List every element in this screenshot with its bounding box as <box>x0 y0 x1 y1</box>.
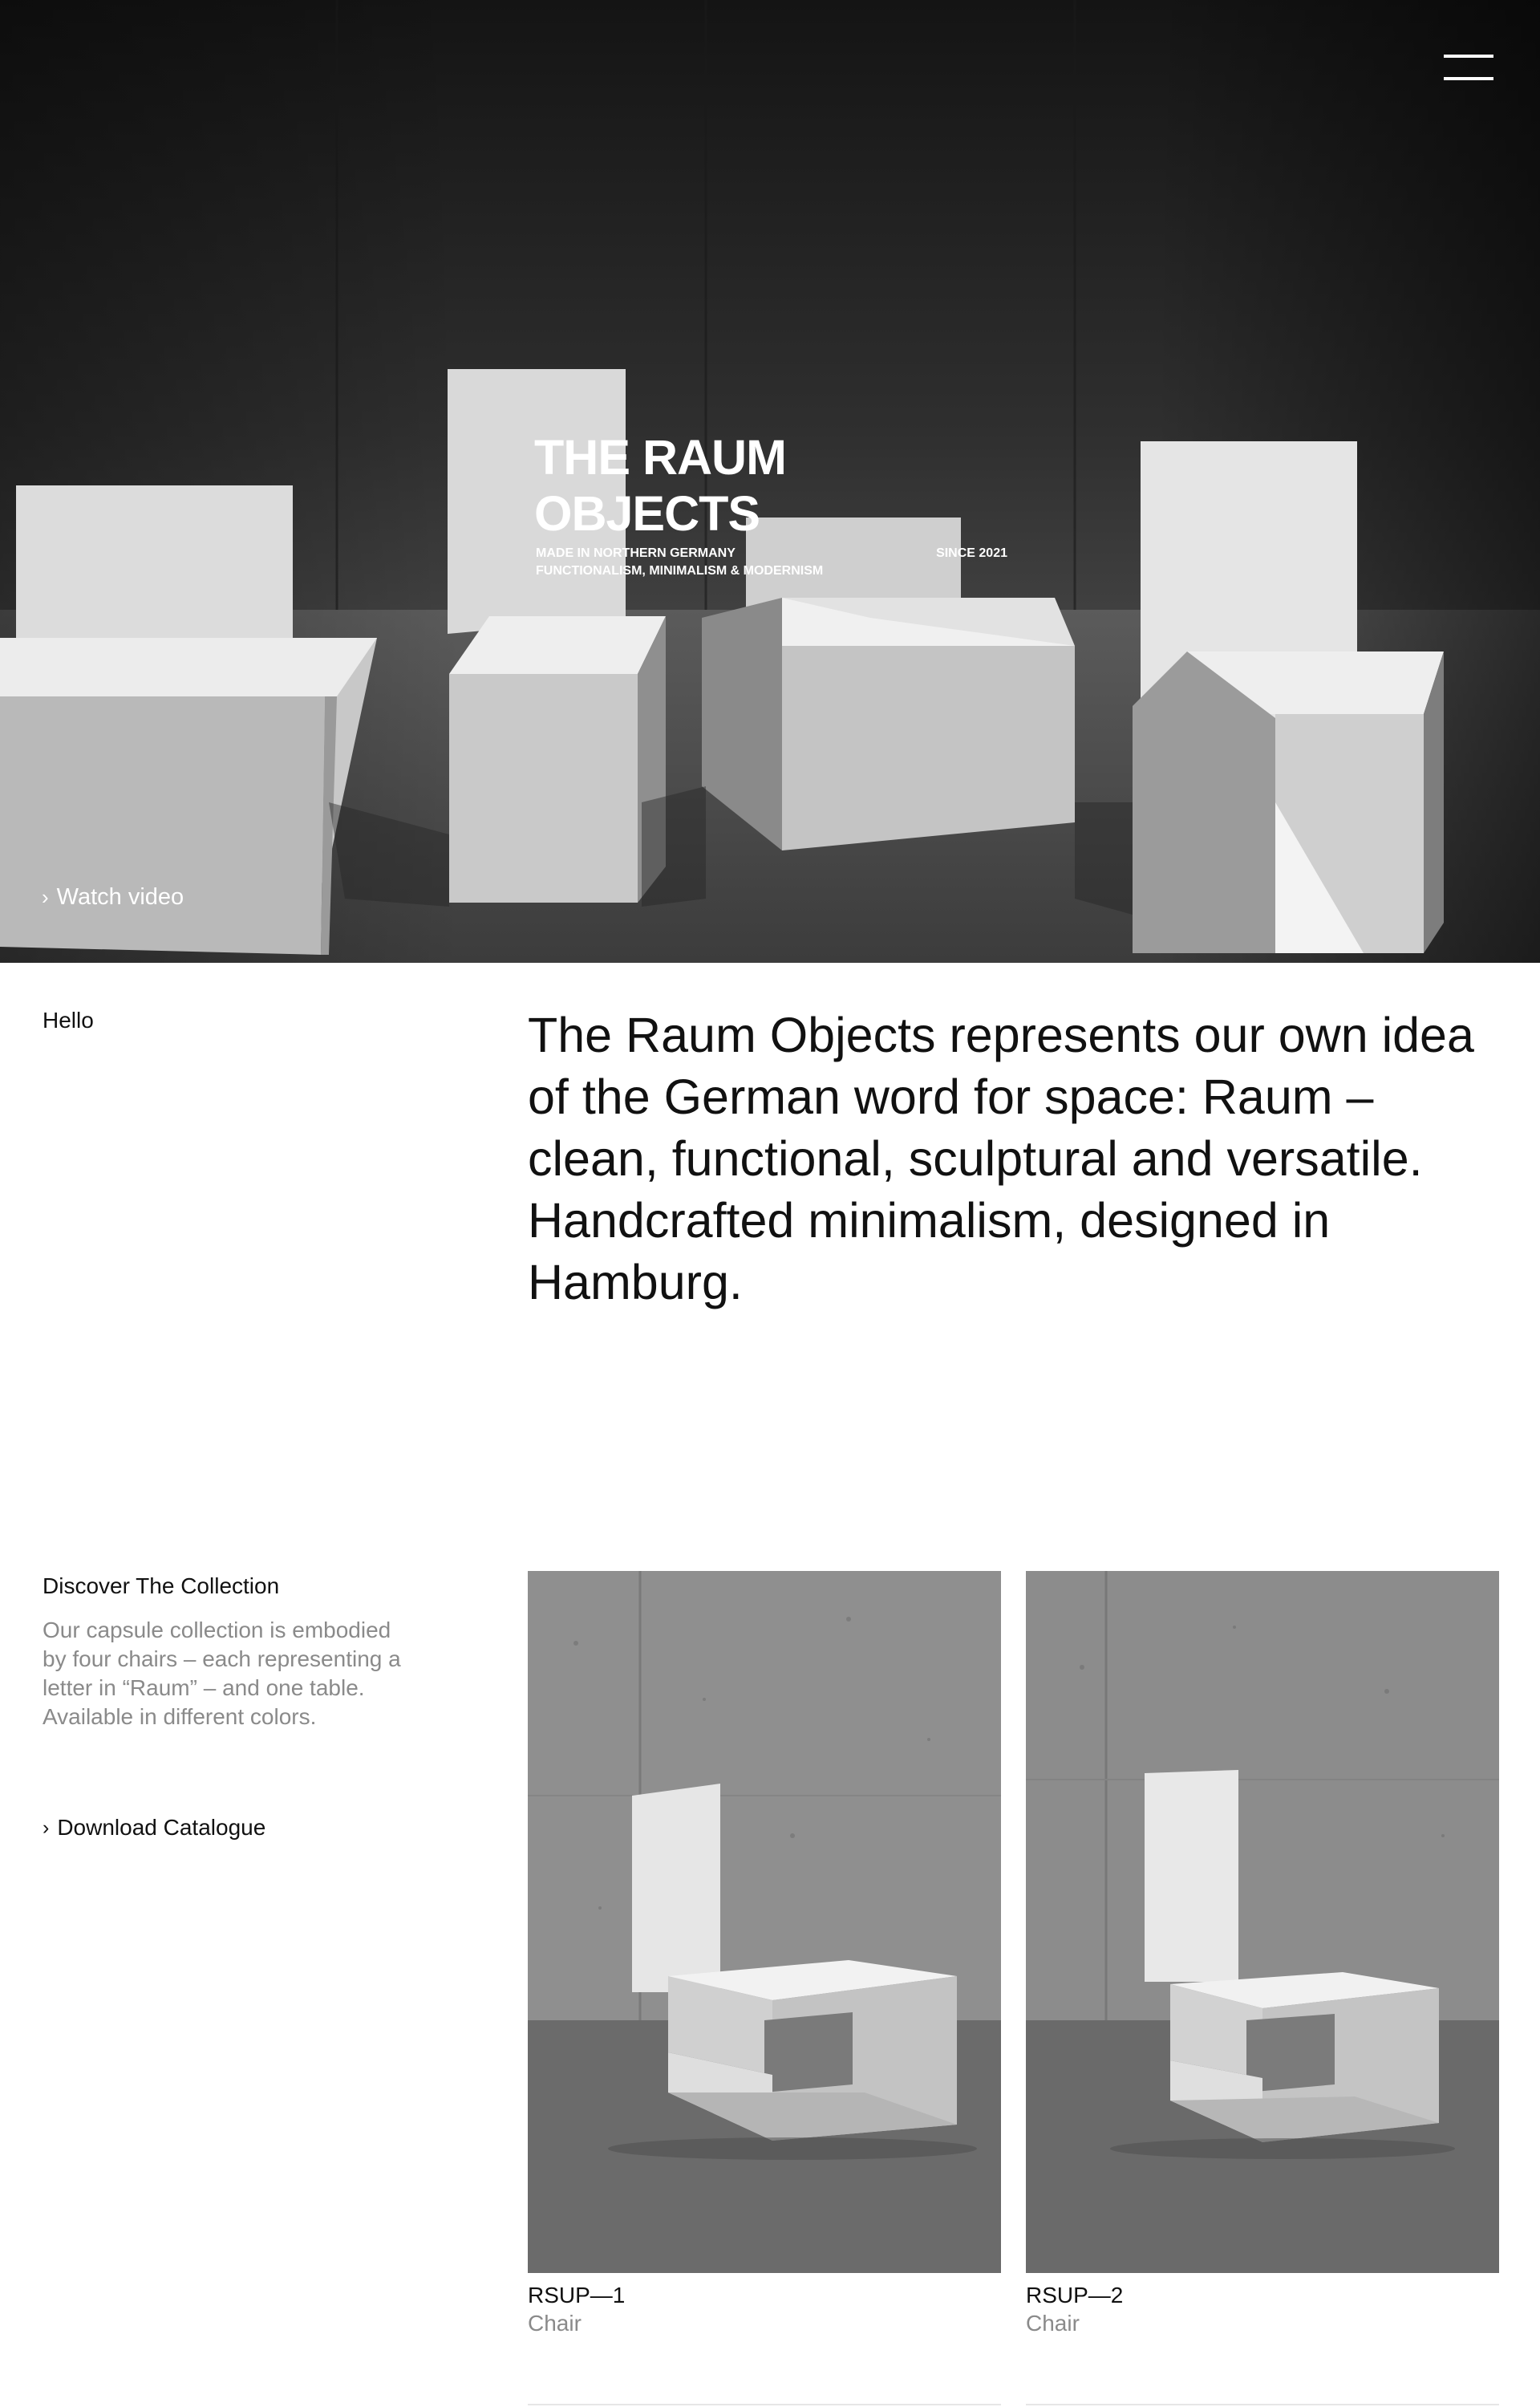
download-catalogue-label: Download Catalogue <box>57 1815 266 1840</box>
hero-title-block <box>534 429 1007 580</box>
hero-meta-style: FUNCTIONALISM, MINIMALISM & MODERNISM <box>536 564 824 578</box>
intro-label: Hello <box>43 1008 94 1033</box>
chevron-right-icon: › <box>42 885 49 909</box>
chevron-right-icon: › <box>43 1816 50 1839</box>
hero-meta <box>534 545 1007 580</box>
watch-video-label: Watch video <box>56 884 184 910</box>
hero-section <box>0 0 1540 963</box>
hero-meta-origin: MADE IN NORTHERN GERMANY <box>536 546 736 560</box>
product-name: RSUP—2 <box>1026 2283 1124 2308</box>
product-type: Chair <box>528 2311 582 2336</box>
download-catalogue-link[interactable] <box>43 1812 265 1844</box>
product-card[interactable] <box>528 1571 1001 2337</box>
hero-title: THE RAUM OBJECTS <box>534 430 786 541</box>
product-name: RSUP—1 <box>528 2283 626 2308</box>
hamburger-menu-icon[interactable] <box>1441 50 1497 85</box>
product-card[interactable] <box>1026 1571 1499 2337</box>
intro-text: The Raum Objects represents our own idea of the German word for space: Raum – clean, functional, sculptural and versatile. Handcrafted minimalism, designed in Hamburg. <box>528 1008 1474 1309</box>
divider <box>528 2404 1001 2405</box>
collection-title: Discover The Collection <box>43 1573 280 1598</box>
product-image <box>1026 1571 1499 2273</box>
product-image <box>528 1571 1001 2273</box>
hero-meta-since: SINCE 2021 <box>936 546 1007 560</box>
watch-video-link[interactable] <box>42 881 184 913</box>
product-type: Chair <box>1026 2311 1080 2336</box>
collection-description: Our capsule collection is embodied by four chairs – each representing a letter in “Raum” – and one table. Available in different colors. <box>43 1618 401 1729</box>
divider <box>1026 2404 1499 2405</box>
